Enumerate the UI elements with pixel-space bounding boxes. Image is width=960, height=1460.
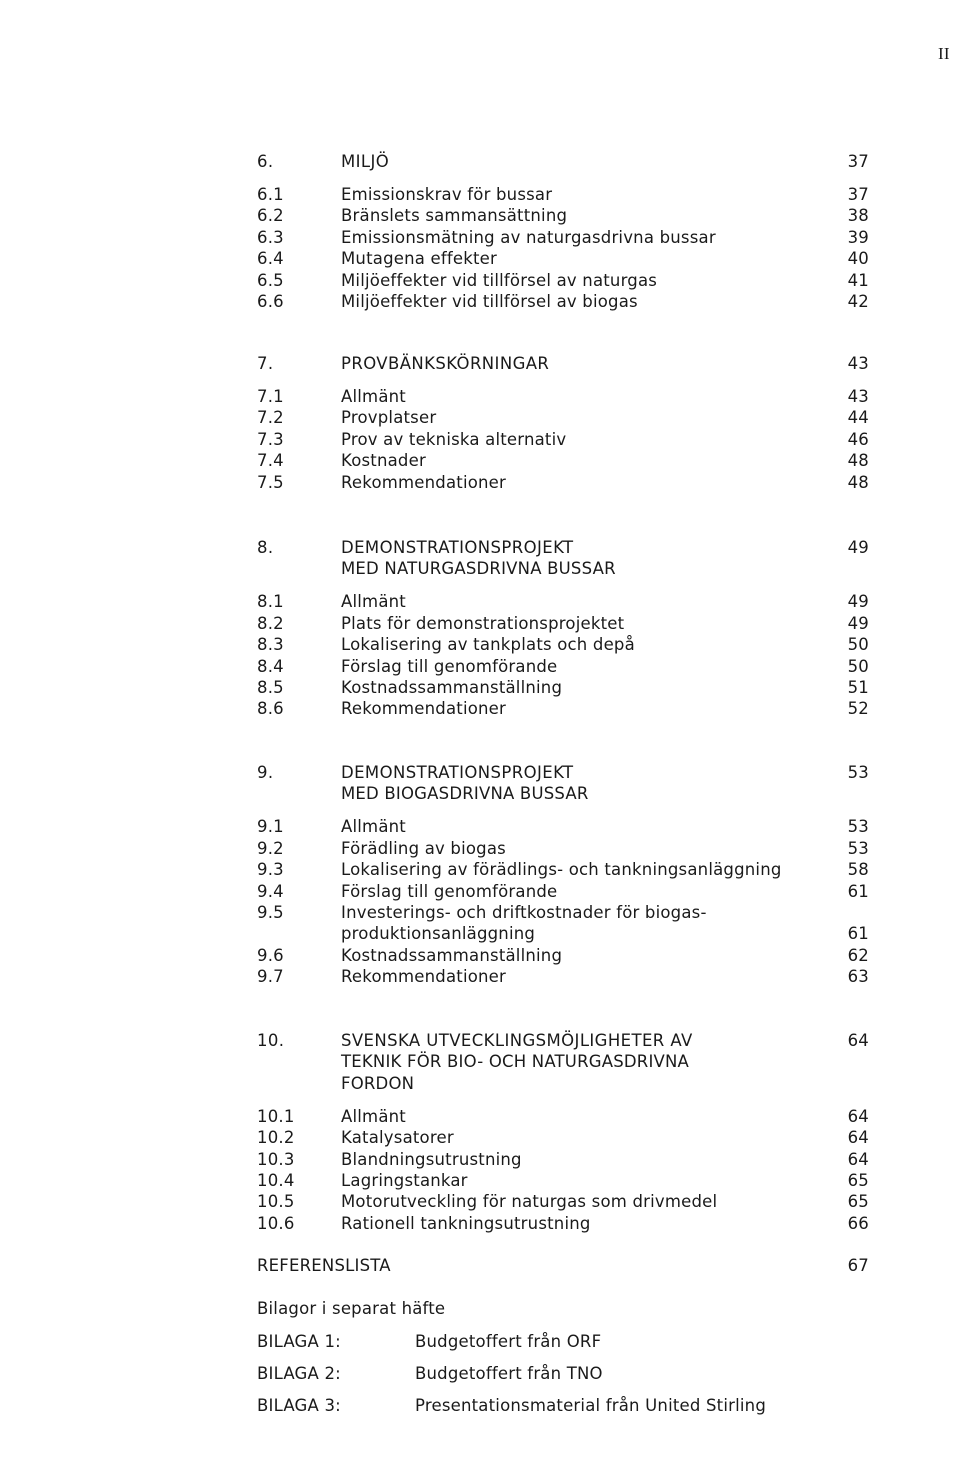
entry-page: 62 bbox=[847, 945, 869, 965]
entry-title: Provplatser bbox=[341, 408, 437, 428]
entry-title: Förslag till genomförande bbox=[341, 881, 558, 901]
entry-number: 8.3 bbox=[257, 635, 284, 655]
section-number: 8. bbox=[257, 538, 274, 557]
entry-title-continued: produktionsanläggning bbox=[341, 924, 536, 944]
appendix-text: Presentationsmaterial från United Stirling bbox=[415, 1396, 767, 1415]
entry-title: Bränslets sammansättning bbox=[341, 206, 568, 226]
entry-number: 9.2 bbox=[257, 838, 284, 858]
entry-title: Rekommendationer bbox=[341, 699, 507, 719]
toc-entry bbox=[0, 227, 960, 249]
entry-number: 10.4 bbox=[257, 1171, 295, 1190]
entry-number: 9.6 bbox=[257, 945, 284, 965]
toc-entry bbox=[0, 816, 960, 838]
toc-entry bbox=[0, 1191, 960, 1213]
entry-number: 9.4 bbox=[257, 881, 284, 901]
toc-entry bbox=[0, 945, 960, 967]
entry-number: 9.1 bbox=[257, 817, 284, 837]
entry-title: Allmänt bbox=[341, 387, 406, 406]
appendix-label: BILAGA 1: bbox=[257, 1332, 341, 1351]
toc-entry bbox=[0, 859, 960, 881]
entry-page: 48 bbox=[847, 451, 869, 471]
entry-number: 6.2 bbox=[257, 206, 284, 226]
entry-number: 7.2 bbox=[257, 408, 284, 428]
entry-number: 10.5 bbox=[257, 1192, 295, 1212]
entry-title: Rekommendationer bbox=[341, 472, 507, 492]
entry-number: 10.6 bbox=[257, 1213, 295, 1233]
entry-page: 41 bbox=[847, 270, 869, 290]
entry-page: 40 bbox=[847, 249, 869, 269]
entry-number: 10.1 bbox=[257, 1106, 295, 1126]
entry-number: 8.6 bbox=[257, 699, 284, 719]
entry-number: 9.3 bbox=[257, 860, 284, 880]
toc-entry bbox=[0, 1170, 960, 1192]
section-number: 9. bbox=[257, 763, 274, 782]
entry-page: 64 bbox=[847, 1128, 869, 1148]
entry-page: 64 bbox=[847, 1106, 869, 1126]
entry-page: 53 bbox=[847, 838, 869, 858]
entry-page: 65 bbox=[847, 1171, 869, 1190]
section-title: DEMONSTRATIONSPROJEKT bbox=[341, 538, 574, 557]
entry-title: Kostnader bbox=[341, 451, 426, 471]
entry-title: Kostnadssammanställning bbox=[341, 678, 563, 697]
toc-entry bbox=[0, 881, 960, 903]
entry-title: Allmänt bbox=[341, 592, 406, 612]
entry-page: 42 bbox=[847, 292, 869, 311]
section-title: DEMONSTRATIONSPROJEKT bbox=[341, 763, 574, 782]
entry-page: 37 bbox=[847, 185, 869, 204]
section-page: 43 bbox=[847, 354, 869, 373]
section-title: MILJÖ bbox=[341, 152, 390, 171]
appendix-label: BILAGA 2: bbox=[257, 1364, 341, 1383]
entry-title: Mutagena effekter bbox=[341, 249, 497, 269]
entry-page: 58 bbox=[847, 860, 869, 880]
entry-page: 51 bbox=[847, 678, 869, 697]
toc-entry bbox=[0, 407, 960, 429]
section-page: 37 bbox=[847, 152, 869, 171]
toc-entry bbox=[0, 966, 960, 988]
entry-title: Plats för demonstrationsprojektet bbox=[341, 613, 625, 633]
entry-title: Miljöeffekter vid tillförsel av naturgas bbox=[341, 270, 658, 290]
entry-title: Lokalisering av förädlings- och tankningsanläggning bbox=[341, 860, 782, 880]
entry-page: 66 bbox=[847, 1213, 869, 1233]
entry-title: Emissionsmätning av naturgasdrivna bussar bbox=[341, 227, 716, 247]
section-title: SVENSKA UTVECKLINGSMÖJLIGHETER AV bbox=[341, 1031, 693, 1050]
section-title-continued: FORDON bbox=[341, 1073, 415, 1093]
entry-number: 9.7 bbox=[257, 967, 284, 987]
entry-title: Rekommendationer bbox=[341, 967, 507, 987]
appendix-text: Budgetoffert från TNO bbox=[415, 1364, 603, 1383]
toc-entry bbox=[0, 838, 960, 860]
entry-page: 63 bbox=[847, 967, 869, 987]
toc-entry bbox=[0, 634, 960, 656]
entry-number: 6.6 bbox=[257, 292, 284, 311]
entry-page: 49 bbox=[847, 592, 869, 612]
entry-title: Lokalisering av tankplats och depå bbox=[341, 635, 635, 655]
toc-entry bbox=[0, 902, 960, 924]
entry-number: 7.4 bbox=[257, 451, 284, 471]
section-title-continued: TEKNIK FÖR BIO- OCH NATURGASDRIVNA bbox=[341, 1052, 690, 1072]
section-heading bbox=[0, 151, 960, 173]
entry-page: 39 bbox=[847, 227, 869, 247]
toc-entry bbox=[0, 698, 960, 720]
references-title: REFERENSLISTA bbox=[257, 1256, 391, 1275]
entry-number: 10.3 bbox=[257, 1149, 295, 1169]
entry-page: 61 bbox=[847, 881, 869, 901]
section-heading bbox=[0, 353, 960, 375]
entry-number: 8.4 bbox=[257, 656, 284, 676]
toc-entry bbox=[0, 1127, 960, 1149]
toc-entry bbox=[0, 248, 960, 270]
toc-entry bbox=[0, 1149, 960, 1171]
section-heading bbox=[0, 1030, 960, 1052]
section-heading bbox=[0, 537, 960, 559]
section-heading bbox=[0, 762, 960, 784]
entry-number: 6.1 bbox=[257, 185, 284, 204]
entry-page: 44 bbox=[847, 408, 869, 428]
entry-number: 9.5 bbox=[257, 903, 284, 922]
toc-entry bbox=[0, 677, 960, 699]
entry-number: 6.3 bbox=[257, 227, 284, 247]
appendix-text: Budgetoffert från ORF bbox=[415, 1332, 602, 1351]
entry-page: 38 bbox=[847, 206, 869, 226]
toc-entry bbox=[0, 472, 960, 494]
entry-number: 8.5 bbox=[257, 678, 284, 697]
section-number: 10. bbox=[257, 1031, 285, 1050]
entry-title: Investerings- och driftkostnader för biogas- bbox=[341, 903, 707, 922]
toc-entry bbox=[0, 270, 960, 292]
toc-entry bbox=[0, 450, 960, 472]
section-page: 53 bbox=[847, 763, 869, 782]
entry-title: Förslag till genomförande bbox=[341, 656, 558, 676]
toc-entry bbox=[0, 291, 960, 313]
entry-page: 52 bbox=[847, 699, 869, 719]
entry-title: Rationell tankningsutrustning bbox=[341, 1213, 591, 1233]
section-page: 49 bbox=[847, 538, 869, 557]
toc-entry bbox=[0, 591, 960, 613]
section-title-continued: MED NATURGASDRIVNA BUSSAR bbox=[341, 559, 616, 579]
appendix-row bbox=[0, 1363, 960, 1385]
entry-page: 50 bbox=[847, 656, 869, 676]
entry-number: 8.2 bbox=[257, 613, 284, 633]
appendix-note: Bilagor i separat häfte bbox=[257, 1299, 446, 1318]
entry-number: 8.1 bbox=[257, 592, 284, 612]
entry-number: 10.2 bbox=[257, 1128, 295, 1148]
section-number: 6. bbox=[257, 152, 274, 171]
entry-title: Allmänt bbox=[341, 817, 406, 837]
entry-number: 7.3 bbox=[257, 429, 284, 449]
toc-entry-continued bbox=[0, 923, 960, 945]
entry-page: 48 bbox=[847, 472, 869, 492]
entry-page: 50 bbox=[847, 635, 869, 655]
entry-title: Prov av tekniska alternativ bbox=[341, 429, 567, 449]
entry-number: 7.1 bbox=[257, 387, 284, 406]
section-title: PROVBÄNKSKÖRNINGAR bbox=[341, 354, 550, 373]
entry-number: 7.5 bbox=[257, 472, 284, 492]
appendix-row bbox=[0, 1331, 960, 1353]
entry-title: Katalysatorer bbox=[341, 1128, 454, 1148]
entry-title: Förädling av biogas bbox=[341, 838, 506, 858]
toc-entry bbox=[0, 386, 960, 408]
section-title-continued: MED BIOGASDRIVNA BUSSAR bbox=[341, 784, 589, 804]
entry-title: Blandningsutrustning bbox=[341, 1149, 522, 1169]
references-page: 67 bbox=[847, 1256, 869, 1275]
toc-entry bbox=[0, 429, 960, 451]
toc-entry bbox=[0, 656, 960, 678]
entry-number: 6.5 bbox=[257, 270, 284, 290]
references-row bbox=[0, 1255, 960, 1277]
entry-page: 65 bbox=[847, 1192, 869, 1212]
entry-number: 6.4 bbox=[257, 249, 284, 269]
entry-title: Miljöeffekter vid tillförsel av biogas bbox=[341, 292, 638, 311]
entry-title: Allmänt bbox=[341, 1106, 406, 1126]
entry-title: Emissionskrav för bussar bbox=[341, 185, 553, 204]
toc-entry bbox=[0, 1213, 960, 1235]
page-number: II bbox=[938, 44, 950, 63]
entry-page: 43 bbox=[847, 387, 869, 406]
entry-title: Lagringstankar bbox=[341, 1171, 468, 1190]
entry-title: Kostnadssammanställning bbox=[341, 945, 563, 965]
toc-entry bbox=[0, 613, 960, 635]
appendix-label: BILAGA 3: bbox=[257, 1396, 341, 1415]
entry-title: Motorutveckling för naturgas som drivmedel bbox=[341, 1192, 718, 1212]
entry-page: 49 bbox=[847, 613, 869, 633]
entry-page: 61 bbox=[847, 924, 869, 944]
appendix-row bbox=[0, 1395, 960, 1417]
toc-entry bbox=[0, 1106, 960, 1128]
toc-entry bbox=[0, 184, 960, 206]
entry-page: 46 bbox=[847, 429, 869, 449]
entry-page: 64 bbox=[847, 1149, 869, 1169]
section-page: 64 bbox=[847, 1031, 869, 1050]
entry-page: 53 bbox=[847, 817, 869, 837]
toc-entry bbox=[0, 205, 960, 227]
section-number: 7. bbox=[257, 354, 274, 373]
